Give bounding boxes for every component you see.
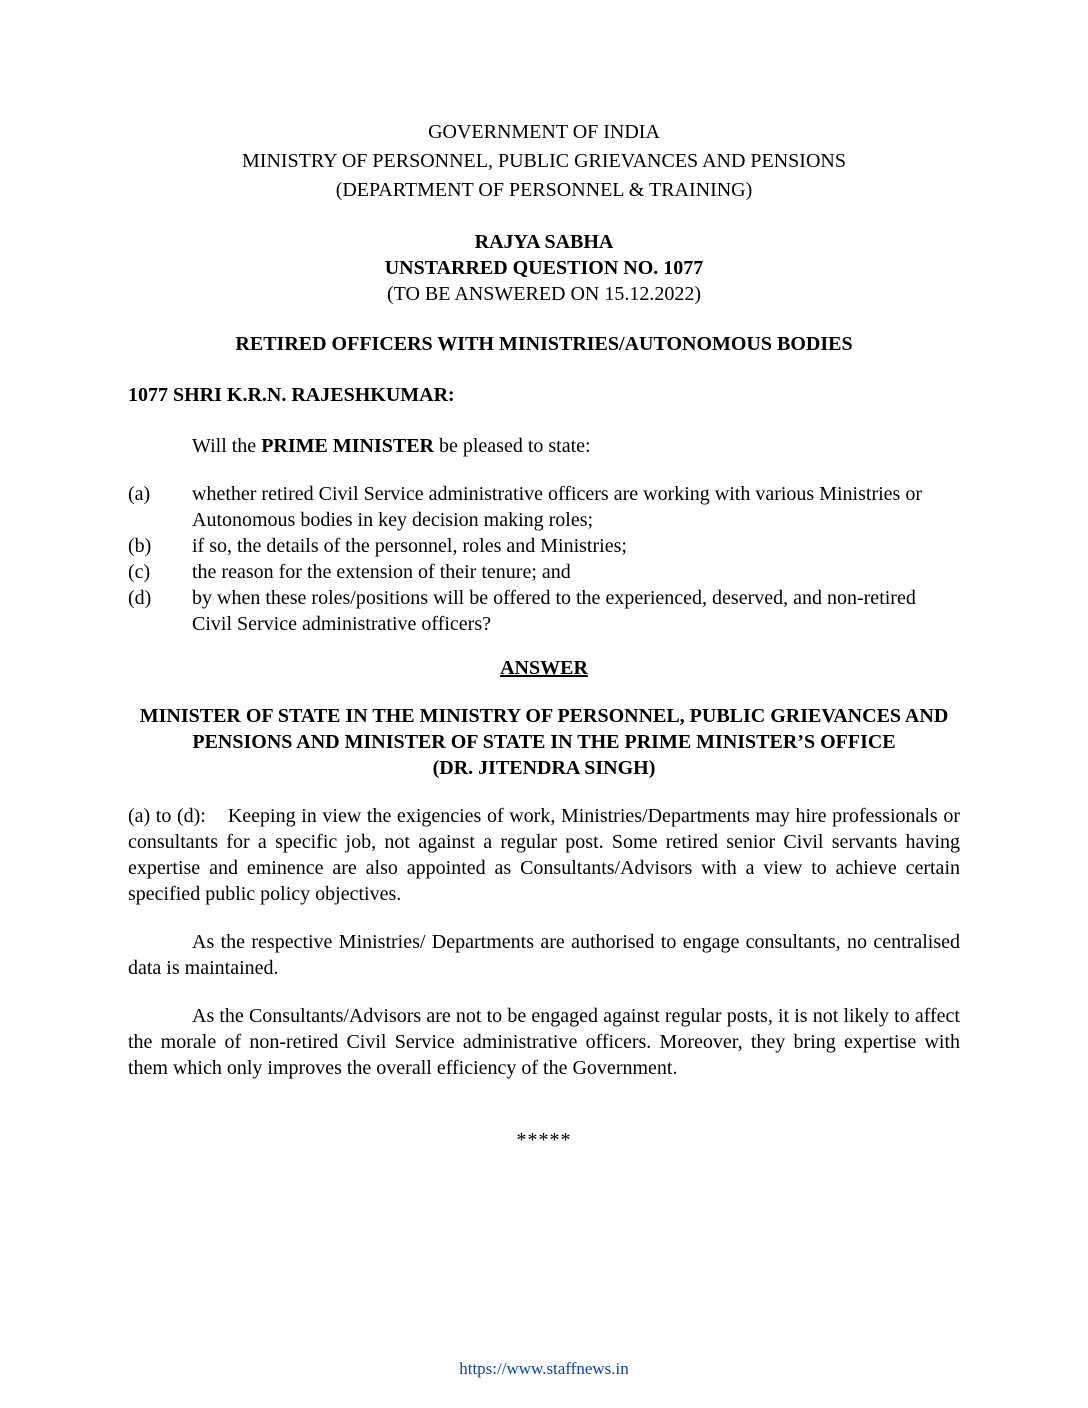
minister-name: (DR. JITENDRA SINGH) [432,757,656,779]
question-label: (b) [128,535,152,557]
end-marker: ***** [516,1129,572,1151]
intro-bold-text: PRIME MINISTER [261,435,434,457]
answer-heading [128,655,960,681]
question-label: (a) [128,483,151,505]
page-footer [0,1355,1088,1382]
question-text: the reason for the extension of their tenure; and [192,561,571,583]
question-item-b [128,533,960,559]
department-title: (DEPARTMENT OF PERSONNEL & TRAINING) [335,179,753,201]
question-text: by when these roles/positions will be offered to the experienced, deserved, and non-retired Civil Service administrative officers? [192,587,916,635]
session-block [128,229,960,307]
house-name: RAJYA SABHA [474,231,614,253]
government-title: GOVERNMENT OF INDIA [428,121,660,143]
subject-title: RETIRED OFFICERS WITH MINISTRIES/AUTONOMOUS BODIES [235,333,853,355]
minister-title: MINISTER OF STATE IN THE MINISTRY OF PERSONNEL, PUBLIC GRIEVANCES AND PENSIONS AND MINISTER OF STATE IN THE PRIME MINISTER’S OFFICE [139,705,949,753]
intro-prefix: Will the [192,435,262,457]
member-name: 1077 SHRI K.R.N. RAJESHKUMAR: [128,384,455,406]
answer-paragraph-1 [128,803,960,907]
footer-link[interactable]: https://www.staffnews.in [459,1359,629,1378]
answer-paragraph-2: As the respective Ministries/ Departments are authorised to engage consultants, no centralised data is maintained. [128,931,960,979]
question-item-a [128,481,960,533]
answer-paragraph-text: Keeping in view the exigencies of work, Ministries/Departments may hire professionals or consultants for a specific job, not against a regular post. Some retired senior Civil servants having expertise and eminence are also appointed as Consultants/Advisors with a view to achieve certain specified public policy objectives. [128,805,960,905]
question-text: whether retired Civil Service administrative officers are working with various Ministries or Autonomous bodies in key decision making roles; [192,483,922,531]
document-header [128,118,960,205]
ministry-title: MINISTRY OF PERSONNEL, PUBLIC GRIEVANCES AND PENSIONS [242,150,846,172]
question-intro [128,433,960,459]
minister-heading [128,703,960,781]
answer-heading-label: ANSWER [500,657,588,679]
question-item-d [128,585,960,637]
question-item-c [128,559,960,585]
question-label: (c) [128,561,151,583]
question-list [128,481,960,637]
intro-suffix: be pleased to state: [433,435,591,457]
answer-range-label: (a) to (d): [128,805,206,827]
question-number: UNSTARRED QUESTION NO. 1077 [384,257,704,279]
question-label: (d) [128,587,152,609]
answer-paragraph-3: As the Consultants/Advisors are not to be engaged against regular posts, it is not likely to affect the morale of non-retired Civil Service administrative officers. Moreover, they bring expertise with them which only improves the overall efficiency of the Government. [128,1005,960,1079]
answer-date: (TO BE ANSWERED ON 15.12.2022) [386,283,702,305]
question-text: if so, the details of the personnel, roles and Ministries; [192,535,627,557]
